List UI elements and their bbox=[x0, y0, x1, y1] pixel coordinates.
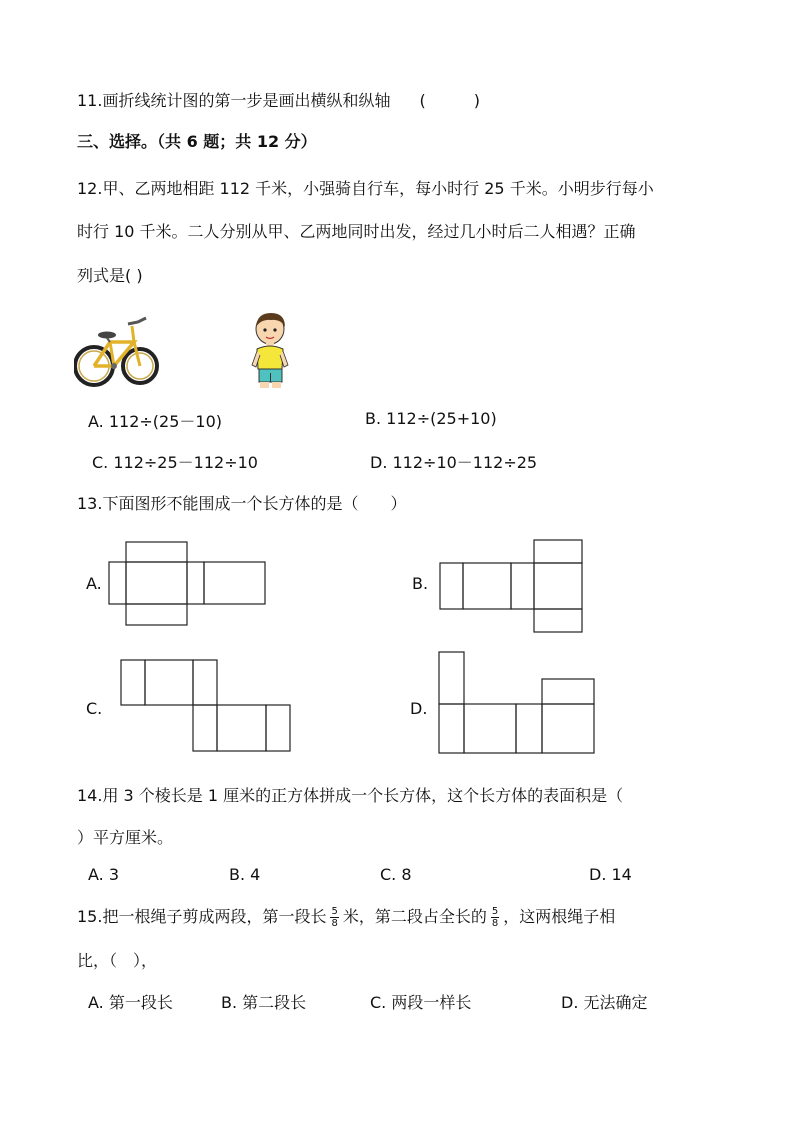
q15-text-part2: 米，第二段占全长的 bbox=[342, 907, 487, 926]
q11-text: 11.画折线统计图的第一步是画出横纵和纵轴 bbox=[77, 91, 391, 110]
q12-line1: 12.甲、乙两地相距 112 千米，小强骑自行车，每小时行 25 千米。小明步行每小 bbox=[77, 179, 654, 198]
q15-fraction-2: $\frac{5}{8}$ bbox=[491, 906, 499, 929]
q12-line2: 时行 10 千米。二人分别从甲、乙两地同时出发，经过几小时后二人相遇？正确 bbox=[77, 222, 636, 241]
q15-line1 bbox=[77, 904, 615, 929]
q14-option-a[interactable]: A. 3 bbox=[88, 865, 120, 884]
q15-text-part3: ，这两根绳子相 bbox=[503, 907, 616, 926]
q11-answer-blank: ( ) bbox=[419, 91, 481, 110]
q15-line2: 比，（ ）， bbox=[77, 951, 158, 970]
q14-line2: ）平方厘米。 bbox=[77, 828, 174, 847]
q13-label-a[interactable]: A. bbox=[86, 574, 102, 593]
q12-option-c[interactable]: C. 112÷25－112÷10 bbox=[92, 453, 258, 472]
q14-option-c[interactable]: C. 8 bbox=[380, 865, 412, 884]
q12-option-b[interactable]: B. 112÷(25+10) bbox=[365, 409, 497, 428]
q15-option-b[interactable]: B. 第二段长 bbox=[221, 993, 307, 1012]
q15-fraction-1: $\frac{5}{8}$ bbox=[331, 906, 338, 929]
q12-option-a[interactable]: A. 112÷(25－10) bbox=[88, 412, 222, 431]
q15-option-a[interactable]: A. 第一段长 bbox=[88, 993, 173, 1012]
q15-text-part1: 15.把一根绳子剪成两段，第一段长 bbox=[77, 907, 327, 926]
q13-label-c[interactable]: C. bbox=[86, 699, 103, 718]
q15-option-d[interactable]: D. 无法确定 bbox=[561, 993, 648, 1012]
q13-text: 13.下面图形不能围成一个长方体的是（ ） bbox=[77, 494, 407, 513]
section-title: 三、选择。（共 6 题；共 12 分） bbox=[77, 132, 317, 151]
q14-option-d[interactable]: D. 14 bbox=[589, 865, 632, 884]
q12-option-d[interactable]: D. 112÷10－112÷25 bbox=[370, 453, 538, 472]
q14-option-b[interactable]: B. 4 bbox=[229, 865, 261, 884]
q12-line3: 列式是( ) bbox=[77, 266, 143, 285]
q13-label-d[interactable]: D. bbox=[410, 699, 428, 718]
q14-line1: 14.用 3 个棱长是 1 厘米的正方体拼成一个长方体，这个长方体的表面积是（ bbox=[77, 786, 624, 805]
q13-label-b[interactable]: B. bbox=[412, 574, 429, 593]
q15-option-c[interactable]: C. 两段一样长 bbox=[370, 993, 472, 1012]
